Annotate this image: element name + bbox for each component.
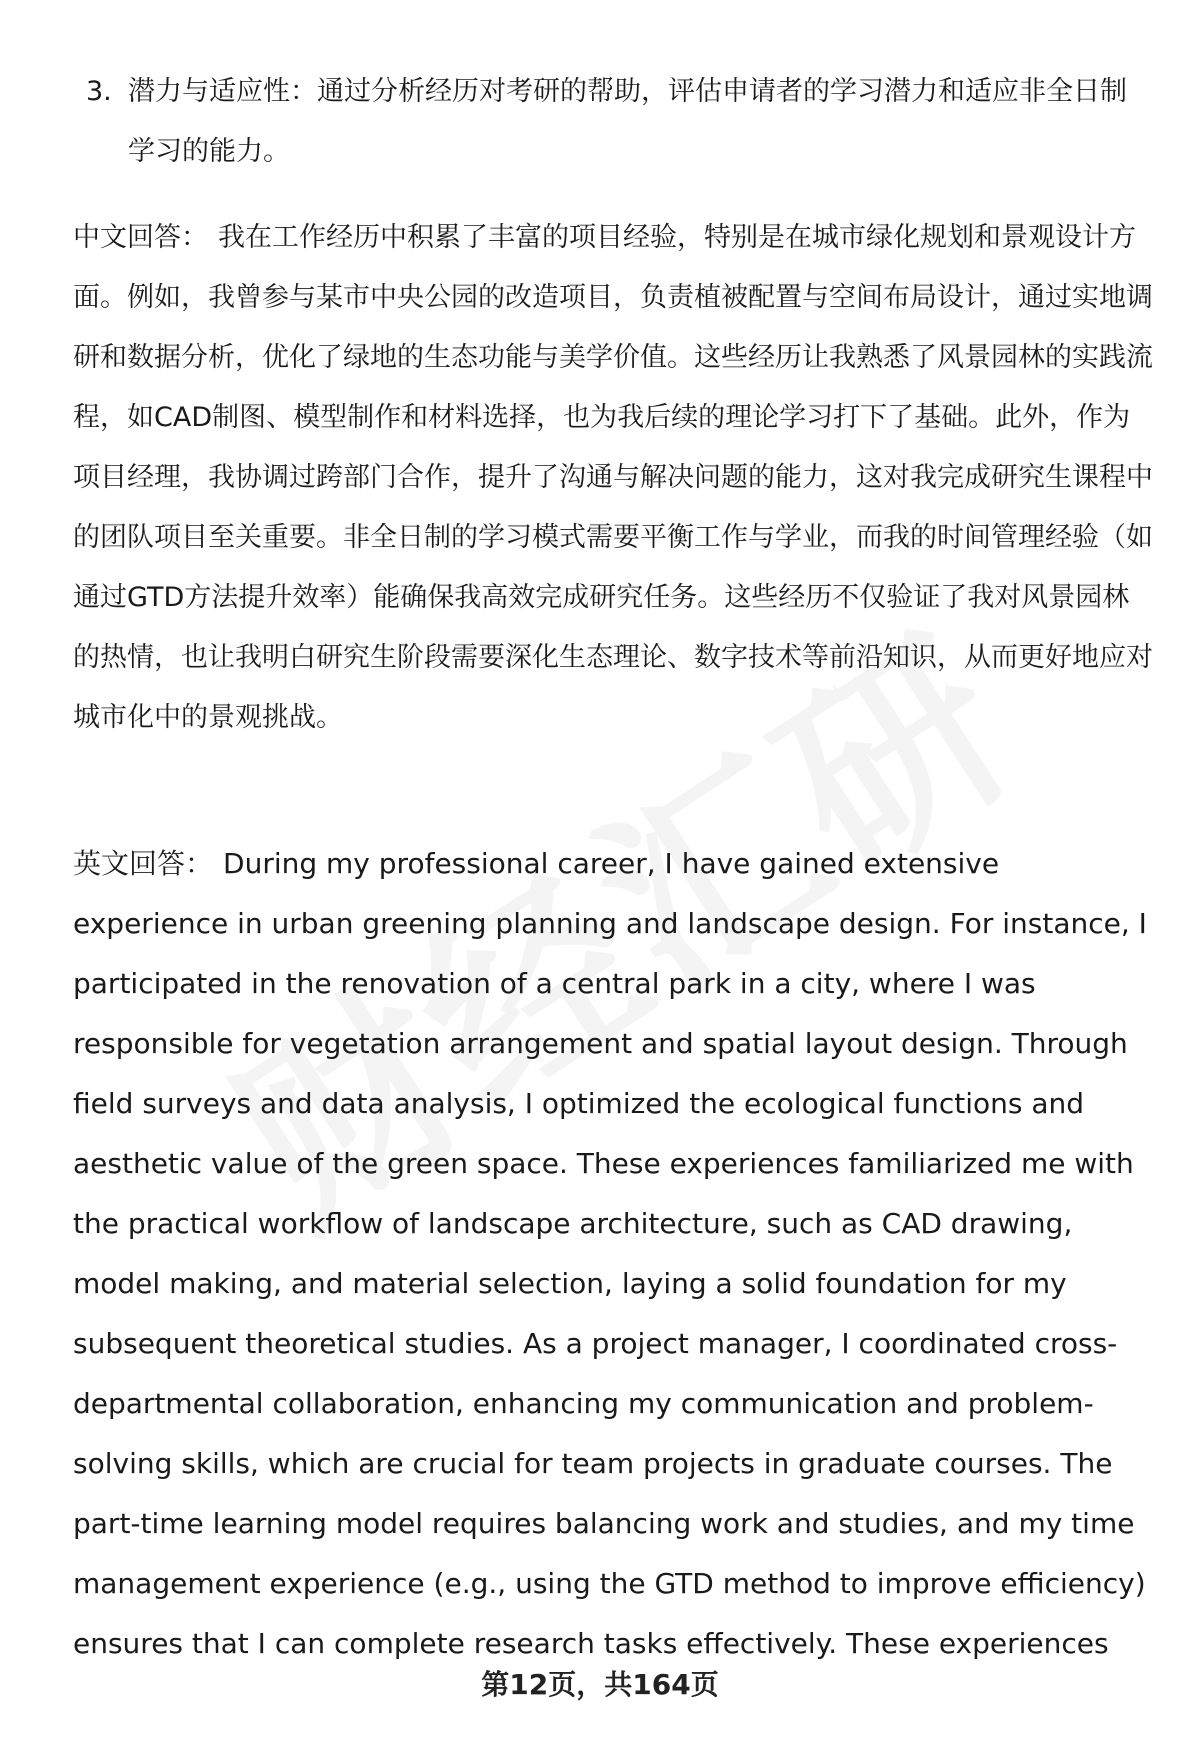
chinese-answer-label: 中文回答： xyxy=(73,222,208,253)
english-answer-paragraph xyxy=(73,834,1153,1674)
page-number-footer: 第12页，共164页 xyxy=(481,1668,719,1701)
list-item-number: 3. xyxy=(86,76,112,107)
english-answer-text: During my professional career, I have gained extensive experience in urban greening planning and landscape design. For instance, I participated in the renovation of a central park in a city, where I was responsible for vegetation arrangement and spatial layout design. Through field surveys and data analysis, I optimized the ecological functions and aesthetic value of the green space. These experiences familiarized me with the practical workflow of landscape architecture, such as CAD drawing, model making, and material selection, laying a solid foundation for my subsequent theoretical studies. As a project manager, I coordinated cross-departmental collaboration, enhancing my communication and problem-solving skills, which are crucial for team projects in graduate courses. The part-time learning model requires balancing work and studies, and my time management experience (e.g., using the GTD method to improve efficiency) ensures that I can complete research tasks effectively. These experiences xyxy=(73,847,1147,1660)
list-item-text: 潜力与适应性：通过分析经历对考研的帮助，评估申请者的学习潜力和适应非全日制学习的能力。 xyxy=(128,76,1127,167)
chinese-answer-paragraph xyxy=(73,208,1153,748)
list-item-3 xyxy=(86,62,1146,182)
chinese-answer-text: 我在工作经历中积累了丰富的项目经验，特别是在城市绿化规划和景观设计方面。例如，我曾参与某市中央公园的改造项目，负责植被配置与空间布局设计，通过实地调研和数据分析，优化了绿地的生态功能与美学价值。这些经历让我熟悉了风景园林的实践流程，如CAD制图、模型制作和材料选择，也为我后续的理论学习打下了基础。此外，作为项目经理，我协调过跨部门合作，提升了沟通与解决问题的能力，这对我完成研究生课程中的团队项目至关重要。非全日制的学习模式需要平衡工作与学业，而我的时间管理经验（如通过GTD方法提升效率）能确保我高效完成研究任务。这些经历不仅验证了我对风景园林的热情，也让我明白研究生阶段需要深化生态理论、数字技术等前沿知识，从而更好地应对城市化中的景观挑战。 xyxy=(73,222,1153,733)
english-answer-label: 英文回答： xyxy=(73,847,214,880)
